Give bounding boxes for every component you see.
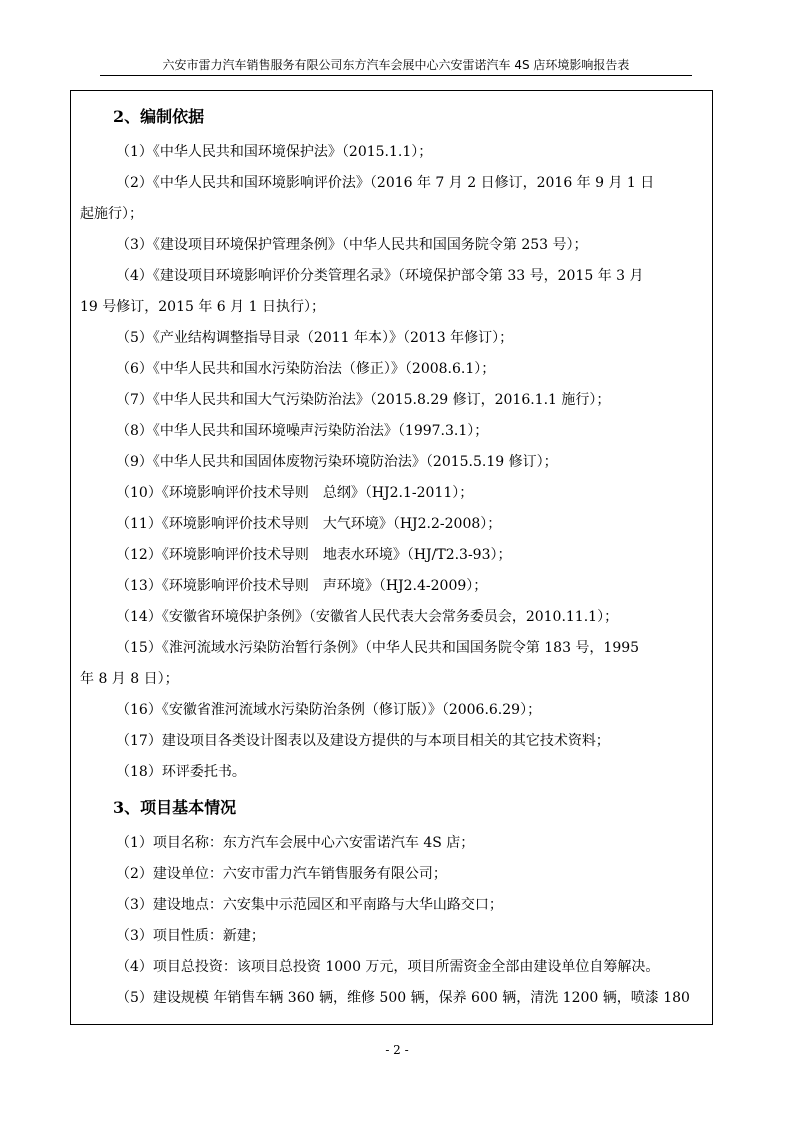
basis-item-12: （12）《环境影响评价技术导则 地表水环境》（HJ/T2.3-93）；: [116, 547, 512, 563]
project-item-scale: （5）建设规模 年销售车辆 360 辆，维修 500 辆，保养 600 辆，清洗 1200 辆，喷漆 180: [116, 990, 690, 1006]
basis-item-4: （4）《建设项目环境影响评价分类管理名录》（环境保护部令第 33 号，2015 年 3 月: [116, 268, 644, 284]
document-body: [80, 97, 708, 1014]
project-item-location: （3）建设地点：六安集中示范园区和平南路与大华山路交口；: [116, 897, 503, 913]
document-header-title: 六安市雷力汽车销售服务有限公司东方汽车会展中心六安雷诺汽车 4S 店环境影响报告表: [162, 58, 630, 72]
basis-item-17: （17）建设项目各类设计图表以及建设方提供的与本项目相关的其它技术资料；: [116, 733, 610, 749]
basis-item-15: （15）《淮河流域水污染防治暂行条例》（中华人民共和国国务院令第 183 号，1995: [116, 640, 640, 656]
basis-item-11: （11）《环境影响评价技术导则 大气环境》（HJ2.2-2008）；: [116, 516, 502, 532]
basis-item-3: （3）《建设项目环境保护管理条例》（中华人民共和国国务院令第 253 号）；: [116, 237, 588, 253]
project-item-unit: （2）建设单位：六安市雷力汽车销售服务有限公司；: [116, 866, 447, 882]
basis-item-14: （14）《安徽省环境保护条例》（安徽省人民代表大会常务委员会，2010.11.1）；: [116, 609, 619, 625]
basis-item-2-continued: 起施行）；: [80, 206, 143, 222]
basis-item-15-continued: 年 8 月 8 日）；: [80, 671, 179, 687]
basis-item-6: （6）《中华人民共和国水污染防治法（修正）》（2008.6.1）；: [116, 361, 496, 377]
project-item-nature: （3）项目性质：新建；: [116, 928, 265, 944]
basis-item-2: （2）《中华人民共和国环境影响评价法》（2016 年 7 月 2 日修订，2016 年 9 月 1 日: [116, 175, 655, 191]
basis-item-5: （5）《产业结构调整指导目录（2011 年本）》（2013 年修订）；: [116, 330, 514, 346]
basis-item-1: （1）《中华人民共和国环境保护法》（2015.1.1）；: [116, 144, 433, 160]
basis-item-7: （7）《中华人民共和国大气污染防治法》（2015.8.29 修订，2016.1.1 施行）；: [116, 392, 611, 408]
section-heading-project: 3、项目基本情况: [113, 798, 237, 817]
project-item-name: （1）项目名称：东方汽车会展中心六安雷诺汽车 4S 店；: [116, 835, 475, 851]
basis-item-13: （13）《环境影响评价技术导则 声环境》（HJ2.4-2009）；: [116, 578, 488, 594]
section-heading-basis: 2、编制依据: [113, 107, 205, 126]
project-item-investment: （4）项目总投资：该项目总投资 1000 万元，项目所需资金全部由建设单位自筹解决。: [116, 959, 660, 975]
basis-item-18: （18）环评委托书。: [116, 764, 246, 780]
page-number: - 2 -: [385, 1043, 409, 1057]
basis-item-4-continued: 19 号修订，2015 年 6 月 1 日执行）；: [80, 299, 325, 315]
basis-item-10: （10）《环境影响评价技术导则 总纲》（HJ2.1-2011）；: [116, 485, 474, 501]
basis-item-16: （16）《安徽省淮河流域水污染防治条例（修订版）》（2006.6.29）；: [116, 702, 542, 718]
header-divider: [100, 75, 692, 76]
basis-item-8: （8）《中华人民共和国环境噪声污染防治法》（1997.3.1）；: [116, 423, 489, 439]
basis-item-9: （9）《中华人民共和国固体废物污染环境防治法》（2015.5.19 修订）；: [116, 454, 558, 470]
